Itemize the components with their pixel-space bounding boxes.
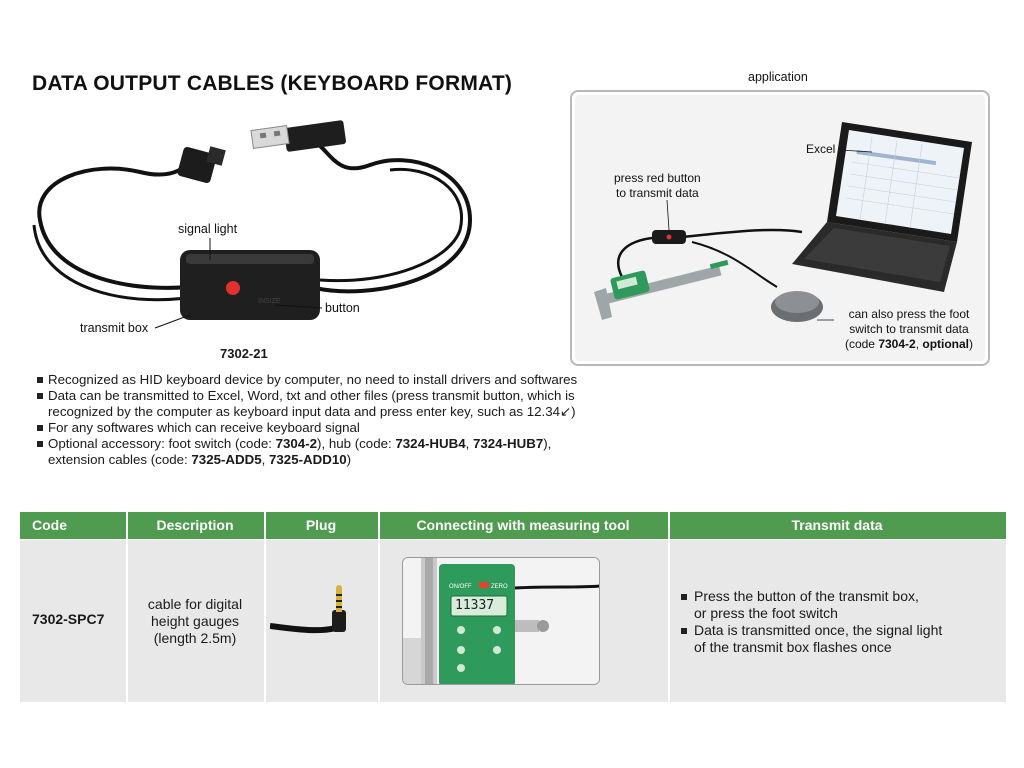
label-foot-switch: can also press the foot switch to transmit data (code 7304-2, optional) bbox=[844, 307, 974, 351]
plug-icon bbox=[270, 580, 374, 650]
cell-plug bbox=[270, 580, 374, 650]
column-divider bbox=[668, 512, 670, 702]
signal-button-dot bbox=[226, 281, 240, 295]
header-plug: Plug bbox=[305, 517, 337, 533]
cell-transmit-data bbox=[680, 588, 1000, 656]
gauge-onoff-label: ON/OFF bbox=[449, 584, 472, 590]
feature-item: Data can be transmitted to Excel, Word, txt and other files (press transmit button, which is recognized by the computer as keyboard input data and press enter key, such as 12.34↙) bbox=[36, 388, 676, 420]
gauge-display-value: 11337 bbox=[455, 598, 495, 613]
callout-transmit-box: transmit box bbox=[80, 321, 149, 335]
product-photo bbox=[30, 110, 550, 370]
callout-signal-light: signal light bbox=[178, 222, 238, 236]
svg-text:INSIZE: INSIZE bbox=[258, 298, 281, 305]
page-title: DATA OUTPUT CABLES (KEYBOARD FORMAT) bbox=[32, 72, 513, 95]
cell-description: cable for digital height gauges (length 2.5m) bbox=[147, 596, 243, 646]
height-gauge-illustration bbox=[403, 558, 600, 685]
gauge-zero-label: ZERO bbox=[491, 584, 508, 590]
spec-table bbox=[20, 512, 1006, 702]
feature-item: For any softwares which can receive keyboard signal bbox=[36, 420, 676, 436]
header-connecting: Connecting with measuring tool bbox=[416, 517, 630, 533]
feature-item: Recognized as HID keyboard device by computer, no need to install drivers and softwares bbox=[36, 372, 676, 388]
feature-list bbox=[36, 372, 676, 468]
header-code: Code bbox=[32, 517, 67, 533]
header-description: Description bbox=[156, 517, 234, 533]
application-caption: application bbox=[748, 70, 808, 84]
product-model-number: 7302-21 bbox=[220, 346, 268, 361]
header-transmit: Transmit data bbox=[791, 517, 883, 533]
list-item: Press the button of the transmit box, or press the foot switch bbox=[680, 588, 1000, 622]
label-press-red-button: press red button to transmit data bbox=[614, 171, 701, 200]
column-divider bbox=[378, 512, 380, 702]
list-item: Data is transmitted once, the signal light of the transmit box flashes once bbox=[680, 622, 1000, 656]
label-excel: Excel bbox=[806, 142, 836, 156]
table-header bbox=[20, 512, 1006, 539]
cell-connecting-photo bbox=[402, 557, 600, 685]
callout-button: button bbox=[325, 301, 360, 315]
feature-item: Optional accessory: foot switch (code: 7304-2), hub (code: 7324-HUB4, 7324-HUB7), extension cables (code: 7325-ADD5, 7325-ADD10) bbox=[36, 436, 676, 468]
application-panel bbox=[570, 90, 990, 366]
column-divider bbox=[264, 512, 266, 702]
cell-code: 7302-SPC7 bbox=[32, 611, 105, 627]
